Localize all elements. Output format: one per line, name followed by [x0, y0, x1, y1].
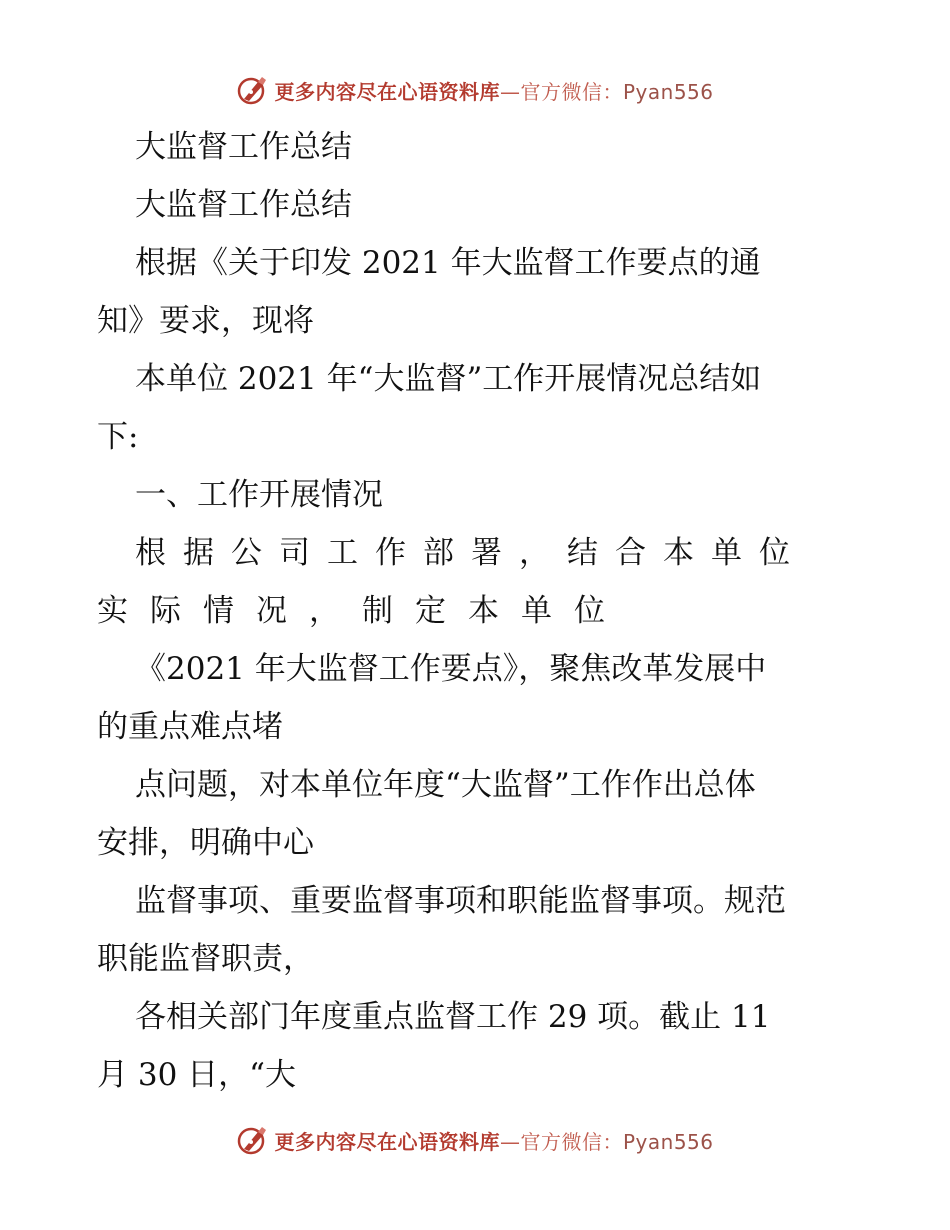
banner-wechat-id: Pyan556: [622, 79, 714, 104]
paragraph-line: 本单位 2021 年“大监督”工作开展情况总结如: [135, 361, 762, 397]
paragraph-line: 根据《关于印发 2021 年大监督工作要点的通: [135, 245, 761, 281]
paragraph-line: 安排，明确中心: [97, 825, 314, 861]
pen-nib-icon: [236, 1123, 270, 1157]
banner-wechat-label: 官方微信：: [520, 1129, 623, 1154]
paragraph-line: 知》要求，现将: [97, 303, 314, 339]
banner-site-name: 更多内容尽在心语资料库: [274, 1129, 500, 1154]
paragraph-line: 实际情况，制定本单位: [97, 593, 627, 629]
footer-banner: [0, 1120, 950, 1160]
paragraph-line: 监督事项、重要监督事项和职能监督事项。规范: [135, 883, 786, 919]
paragraph-line: 职能监督职责，: [97, 941, 314, 977]
pen-nib-icon: [236, 73, 270, 107]
paragraph-line: 《2021 年大监督工作要点》，聚焦改革发展中: [135, 651, 767, 687]
document-body: [97, 118, 857, 1104]
paragraph-line: 各相关部门年度重点监督工作 29 项。截止 11: [135, 999, 771, 1035]
doc-title: 大监督工作总结: [135, 129, 352, 165]
banner-dash: —: [499, 79, 521, 104]
header-banner: [0, 70, 950, 110]
banner-wechat-id: Pyan556: [622, 1129, 714, 1154]
paragraph-line: 月 30 日，“大: [97, 1057, 297, 1093]
paragraph-line: 点问题，对本单位年度“大监督”工作作出总体: [135, 767, 756, 803]
doc-subtitle: 大监督工作总结: [135, 187, 352, 223]
section-heading: 一、工作开展情况: [135, 477, 383, 513]
banner-site-name: 更多内容尽在心语资料库: [274, 79, 500, 104]
paragraph-line: 的重点难点堵: [97, 709, 283, 745]
banner-wechat-label: 官方微信：: [520, 79, 623, 104]
paragraph-line: 下:: [97, 419, 139, 455]
paragraph-line: 根据公司工作部署，结合本单位: [135, 535, 807, 571]
banner-dash: —: [499, 1129, 521, 1154]
